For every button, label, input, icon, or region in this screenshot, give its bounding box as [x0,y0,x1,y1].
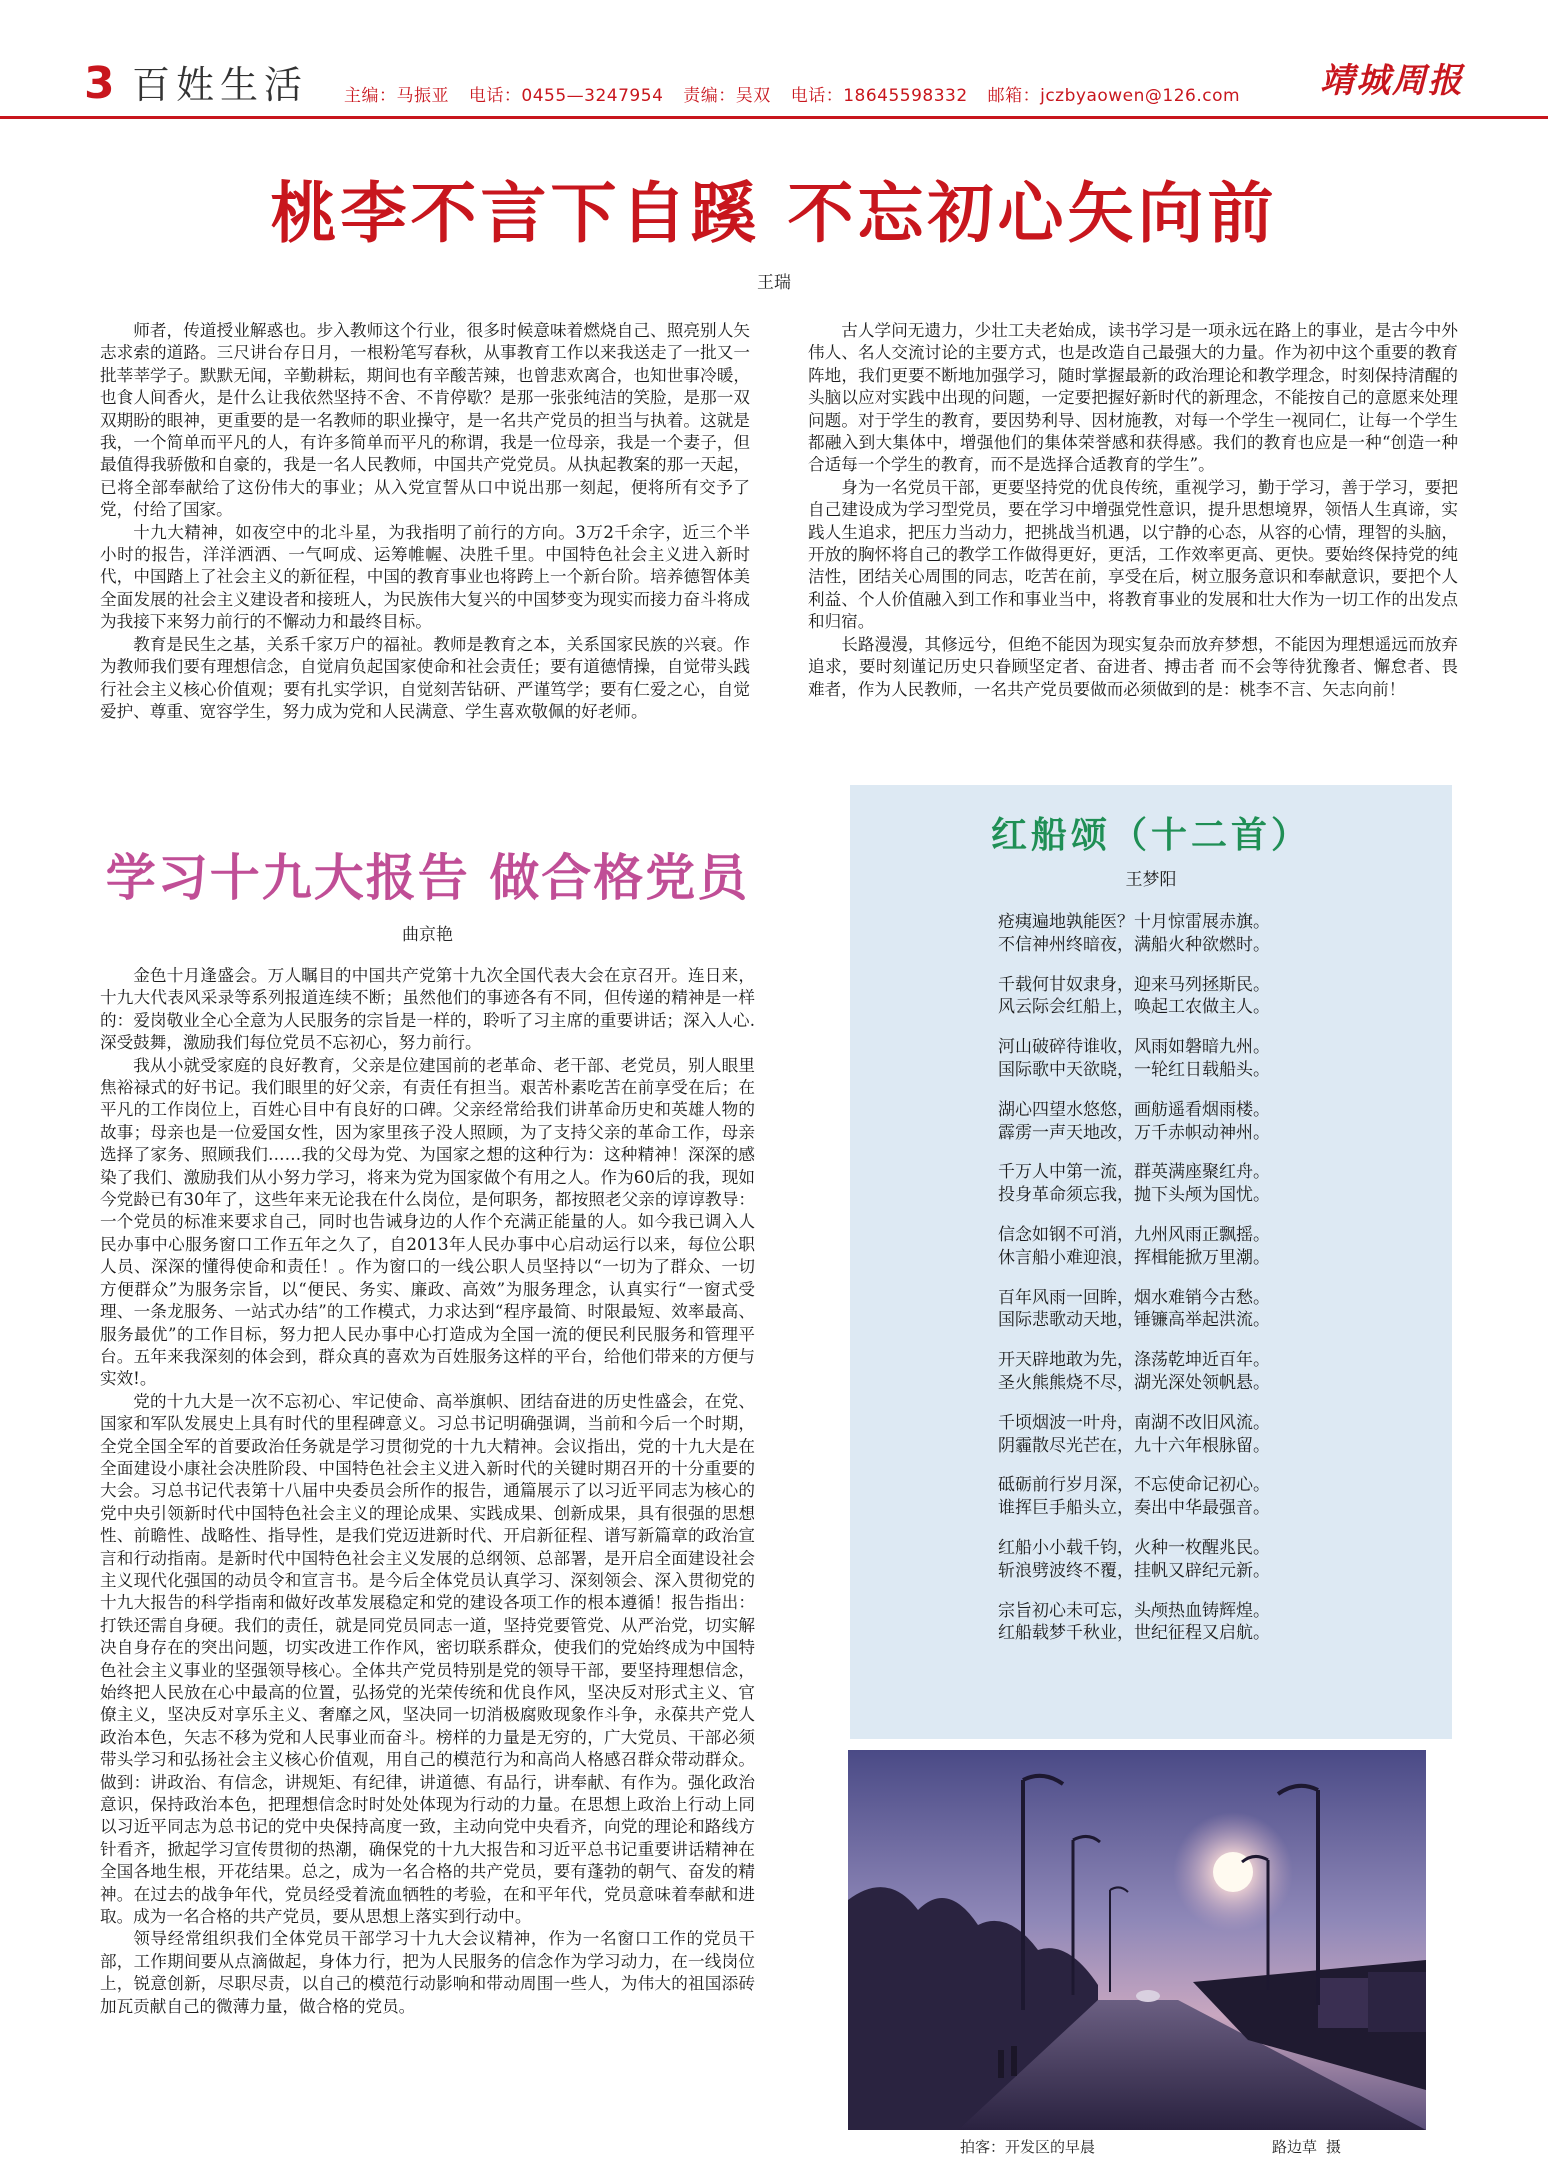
editor-phone: 电话：0455—3247954 [468,86,664,106]
poem-stanza [998,1224,1418,1270]
article2-paragraph: 金色十月逢盛会。万人瞩目的中国共产党第十九次全国代表大会在京召开。连日来，十九大代表风采录等系列报道连续不断；虽然他们的事迹各有不同，但传递的精神是一样的：爱岗敬业全心全意为人民服务的宗旨是一样的，聆听了习主席的重要讲话；深入人心.深受鼓舞，激励我们每位党员不忘初心，努力前行。 [100,966,755,1053]
poem-stanza [998,1600,1418,1646]
poem-line: 开天辟地敢为先，涤荡乾坤近百年。 [998,1350,1270,1371]
poem-line: 霹雳一声天地改，万千赤帜动神州。 [998,1122,1270,1143]
photo-caption [960,2136,1440,2157]
photo-caption-text: 拍客：开发区的早晨 [960,2138,1096,2156]
section-editor-phone: 电话：18645598332 [790,86,968,106]
poem-line: 千万人中第一流，群英满座聚红舟。 [998,1162,1270,1183]
poem-line: 阴霾散尽光芒在，九十六年根脉留。 [998,1435,1270,1456]
photo-credit: 路边草 摄 [1272,2138,1342,2156]
article1-byline: 王瑞 [757,273,791,293]
newspaper-logo: 靖城周报 [1320,61,1464,101]
article2-headline: 学习十九大报告 做合格党员 [105,849,750,907]
poem-stanza [998,1349,1418,1395]
article1-paragraph: 教育是民生之基，关系千家万户的福祉。教师是教育之本，关系国家民族的兴衰。作为教师我们要有理想信念，自觉肩负起国家使命和社会责任；要有道德情操，自觉带头践行社会主义核心价值观；要有扎实学识，自觉刻苦钻研、严谨笃学；要有仁爱之心，自觉爱护、尊重、宽容学生，努力成为党和人民满意、学生喜欢敬佩的好老师。 [100,634,750,721]
pedestrian [1011,2046,1017,2076]
article2-paragraph: 我从小就受家庭的良好教育，父亲是位建国前的老革命、老干部、老党员，别人眼里焦裕禄式的好书记。我们眼里的好父亲，有责任有担当。艰苦朴素吃苦在前享受在后；在平凡的工作岗位上，百姓心目中有良好的口碑。父亲经常给我们讲革命历史和英雄人物的故事；母亲也是一位爱国女性，因为家里孩子没人照顾，为了支持父亲的革命工作，母亲选择了家务、照顾我们……我的父母为党、为国家之想的这种行为：这种精神！深深的感染了我们、激励我们从小努力学习，将来为党为国家做个有用之人。作为60后的我，现如今党龄已有30年了，这些年来无论我在什么岗位，是何职务，都按照老父亲的谆谆教导：一个党员的标准来要求自己，同时也告诫身边的人作个充满正能量的人。如今我已调入人民办事中心服务窗口工作五年之久了，自2013年人民办事中心启动运行以来，每位公职人员、深深的懂得使命和责任！。作为窗口的一线公职人员坚持以“一切为了群众、一切方便群众”为服务宗旨，以“便民、务实、廉政、高效”为服务理念，认真实行“一窗式受理、一条龙服务、一站式办结”的工作模式，力求达到“程序最简、时限最短、效率最高、服务最优”的工作目标，努力把人民办事中心打造成为全国一流的便民利民服务和管理平台。五年来我深刻的体会到，群众真的喜欢为百姓服务这样的平台，给他们带来的方便与实效!。 [100,1055,755,1389]
poem-stanza [998,1099,1418,1145]
poem-line: 信念如钢不可消，九州风雨正飘摇。 [998,1224,1270,1245]
poem-author: 王梦阳 [1125,870,1177,890]
poem-line: 国际悲歌动天地，锤镰高举起洪流。 [998,1310,1270,1331]
editor-in-chief: 主编：马振亚 [344,86,449,106]
poem-line: 谁挥巨手船头立，奏出中华最强音。 [998,1498,1270,1519]
distant-car [1136,1990,1160,2002]
poem-line: 千顷烟波一叶舟，南湖不改旧风流。 [998,1412,1270,1433]
section-title: 百姓生活 [132,63,309,107]
poem-line: 斩浪劈波终不覆，挂帆又辟纪元新。 [998,1560,1270,1581]
poem-line: 疮痍遍地孰能医？十月惊雷展赤旗。 [998,912,1270,932]
article1-paragraph: 长路漫漫，其修远兮，但绝不能因为现实复杂而放弃梦想，不能因为理想遥远而放弃追求，要时刻谨记历史只眷顾坚定者、奋进者、搏击者 而不会等待犹豫者、懈怠者、畏难者，作为人民教师，一名共产党员要做而必须做到的是：桃李不言、矢志向前！ [808,634,1458,699]
poem-line: 国际歌中天欲晓，一轮红日载船头。 [998,1059,1270,1080]
poem-stanza [998,1412,1418,1458]
section-editor: 责编：吴双 [683,86,771,106]
poem-stanza [998,974,1418,1020]
poem-line: 百年风雨一回眸，烟水难销今古愁。 [998,1287,1270,1308]
poem-line: 河山破碎待谁收，风雨如磐暗九州。 [998,1037,1270,1058]
poem-line: 砥砺前行岁月深，不忘使命记初心。 [998,1475,1270,1496]
article1-column-right [808,320,1458,701]
poem-stanza [998,1474,1418,1520]
poem-line: 千载何甘奴隶身，迎来马列拯斯民。 [998,974,1270,995]
poem-stanza [998,911,1418,957]
poem-line: 红船载梦千秋业，世纪征程又启航。 [998,1623,1270,1644]
article1-paragraph: 十九大精神，如夜空中的北斗星，为我指明了前行的方向。3万2千余字，近三个半小时的报告，洋洋洒洒、一气呵成、运筹帷幄、决胜千里。中国特色社会主义进入新时代，中国踏上了社会主义的新征程，中国的教育事业也将跨上一个新台阶。培养德智体美全面发展的社会主义建设者和接班人，为民族伟大复兴的中国梦变为现实而接力奋斗将成为我接下来努力前行的不懈动力和最终目标。 [100,522,750,632]
poem-box [850,785,1452,1739]
poem-line: 红船小小载千钧，火种一枚醒兆民。 [998,1537,1270,1558]
morning-street-photo [848,1750,1426,2130]
poem-stanza [998,1161,1418,1207]
pedestrian [998,2050,1004,2078]
poem-stanza [998,1287,1418,1333]
truck [1368,1972,1426,2032]
page-header [0,0,1548,118]
article2-paragraph: 领导经常组织我们全体党员干部学习十九大会议精神，作为一名窗口工作的党员干部，工作期间要从点滴做起，身体力行，把为人民服务的信念作为学习动力，在一线岗位上，锐意创新，尽职尽责，以自己的模范行动影响和带动周围一些人，为伟大的祖国添砖加瓦贡献自己的微薄力量，做合格的党员。 [100,1929,755,2016]
poem-line: 湖心四望水悠悠，画舫遥看烟雨楼。 [998,1099,1270,1120]
poem-line: 宗旨初心未可忘，头颅热血铸辉煌。 [998,1600,1270,1621]
poem-stanzas [998,911,1418,1662]
article1-column-left [100,320,750,723]
article1-paragraph: 古人学问无遗力，少壮工夫老始成，读书学习是一项永远在路上的事业，是古今中外伟人、名人交流讨论的主要方式，也是改造自己最强大的力量。作为初中这个重要的教育阵地，我们更要不断地加强学习，随时掌握最新的政治理论和教学理念，时刻保持清醒的头脑以应对实践中出现的问题，一定要把握好新时代的新理念，不能按自己的意愿来处理问题。对于学生的教育，要因势利导、因材施教，对每一个学生一视同仁，让每一个学生都融入到大集体中，增强他们的集体荣誉感和获得感。我们的教育也应是一种“创造一种合适每一个学生的教育，而不是选择合适教育的学生”。 [808,321,1458,475]
article1-paragraph: 师者，传道授业解惑也。步入教师这个行业，很多时候意味着燃烧自己、照亮别人矢志求索的道路。三尺讲台存日月，一根粉笔写春秋，从事教育工作以来我送走了一批又一批莘莘学子。默默无闻，辛勤耕耘，期间也有辛酸苦辣，也曾悲欢离合，也知世事冷暖，也食人间香火，是什么让我依然坚持不舍、不肯停歇？是那一张张纯洁的笑脸，是那一双双期盼的眼神，更重要的是一名教师的职业操守，是一名共产党员的担当与执着。这就是我，一个简单而平凡的人，有许多简单而平凡的称谓，我是一位母亲，我是一个妻子，但最值得我骄傲和自豪的，我是一名人民教师，中国共产党党员。从执起教案的那一天起，已将全部奉献给了这份伟大的事业；从入党宣誓从口中说出那一刻起，便将所有交予了党，付给了国家。 [100,321,750,520]
article2-paragraph: 党的十九大是一次不忘初心、牢记使命、高举旗帜、团结奋进的历史性盛会，在党、国家和军队发展史上具有时代的里程碑意义。习总书记明确强调，当前和今后一个时期，全党全国全军的首要政治任务就是学习贯彻党的十九大精神。会议指出，党的十九大是在全面建设小康社会决胜阶段、中国特色社会主义进入新时代的关键时期召开的十分重要的大会。习总书记代表第十八届中央委员会所作的报告，通篇展示了以习近平同志为核心的党中央引领新时代中国特色社会主义的理论成果、实践成果、创新成果，具有很强的思想性、前瞻性、战略性、指导性，是我们党迈进新时代、开启新征程、谱写新篇章的政治宣言和行动指南。是新时代中国特色社会主义发展的总纲领、总部署，是开启全面建设社会主义现代化强国的动员令和宣言书。是今后全体党员认真学习、深刻领会、深入贯彻党的十九大报告的科学指南和做好改革发展稳定和党的建设各项工作的根本遵循！报告指出：打铁还需自身硬。我们的责任，就是同党员同志一道，坚持党要管党、从严治党，切实解决自身存在的突出问题，切实改进工作作风，密切联系群众，使我们的党始终成为中国特色社会主义事业的坚强领导核心。全体共产党员特别是党的领导干部，要坚持理想信念，始终把人民放在心中最高的位置，弘扬党的光荣传统和优良作风，坚决反对形式主义、官僚主义，坚决反对享乐主义、奢靡之风，坚决同一切消极腐败现象作斗争，永葆共产党人政治本色，矢志不移为党和人民事业而奋斗。榜样的力量是无穷的，广大党员、干部必须带头学习和弘扬社会主义核心价值观，用自己的模范行为和高尚人格感召群众带动群众。做到：讲政治、有信念，讲规矩、有纪律，讲道德、有品行，讲奉献、有作为。强化政治意识，保持政治本色，把理想信念时时处处体现为行动的力量。在思想上政治上行动上同以习近平同志为总书记的党中央保持高度一致，主动向党中央看齐，向党的理论和路线方针看齐，掀起学习宣传贯彻的热潮，确保党的十九大报告和习近平总书记重要讲话精神在全国各地生根，开花结果。总之，成为一名合格的共产党员，要有蓬勃的朝气、奋发的精神。在过去的战争年代，党员经受着流血牺牲的考验，在和平年代，党员意味着奉献和进取。成为一名合格的共产党员，要从思想上落实到行动中。 [100,1391,755,1927]
article2-byline: 曲京艳 [402,925,453,945]
contact-email: 邮箱：jczbyaowen@126.com [987,86,1241,106]
poem-stanza [998,1036,1418,1082]
poem-line: 不信神州终暗夜，满船火种欲燃时。 [998,934,1270,955]
poem-line: 风云际会红船上，唤起工农做主人。 [998,997,1270,1018]
poem-line: 休言船小难迎浪，挥楫能掀万里潮。 [998,1247,1270,1268]
poem-line: 投身革命须忘我，抛下头颅为国忧。 [998,1185,1270,1206]
poem-title: 红船颂（十二首） [990,815,1311,856]
article2-column [100,965,755,2018]
editorial-contact-info [344,88,1254,105]
article1-headline: 桃李不言下自蹊 不忘初心矢向前 [270,175,1278,252]
page-number: 3 [84,58,115,109]
poem-line: 圣火熊熊烧不尽，湖光深处领帆悬。 [998,1372,1270,1393]
poem-stanza [998,1537,1418,1583]
header-divider [0,116,1548,119]
article1-paragraph: 身为一名党员干部，更要坚持党的优良传统，重视学习，勤于学习，善于学习，要把自己建设成为学习型党员，要在学习中增强党性意识，提升思想境界，领悟人生真谛，实践人生追求，把压力当动力，把挑战当机遇，以宁静的心态，从容的心情，理智的头脑，开放的胸怀将自己的教学工作做得更好，更活，工作效率更高、更快。要始终保持党的纯洁性，团结关心周围的同志，吃苦在前，享受在后，树立服务意识和奉献意识，要把个人利益、个人价值融入到工作和事业当中，将教育事业的发展和壮大作为一切工作的出发点和归宿。 [808,477,1458,632]
